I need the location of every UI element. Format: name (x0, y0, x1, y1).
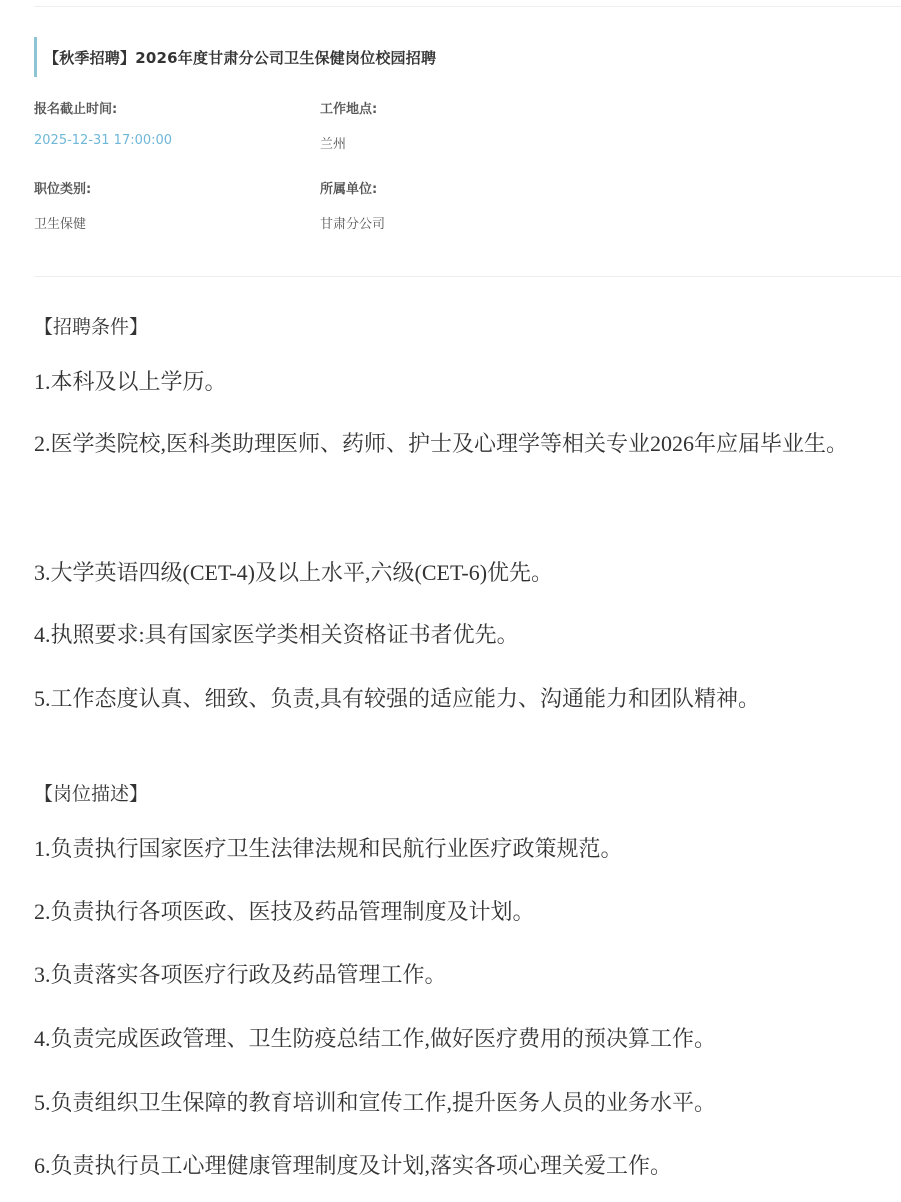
requirement-item: 5.工作态度认真、细致、负责,具有较强的适应能力、沟通能力和团队精神。 (34, 686, 761, 711)
unit-label: 所属单位: (320, 182, 378, 197)
category-label: 职位类别: (34, 182, 92, 197)
requirements-heading: 【招聘条件】 (34, 316, 149, 338)
top-divider (34, 6, 901, 7)
description-item: 3.负责落实各项医疗行政及药品管理工作。 (34, 962, 447, 987)
description-item: 2.负责执行各项医政、医技及药品管理制度及计划。 (34, 899, 535, 924)
requirement-item: 2.医学类院校,医科类助理医师、药师、护士及心理学等相关专业2026年应届毕业生。 (34, 431, 849, 456)
deadline-label: 报名截止时间: (34, 102, 118, 117)
description-item: 5.负责组织卫生保障的教育培训和宣传工作,提升医务人员的业务水平。 (34, 1090, 717, 1115)
requirement-item: 3.大学英语四级(CET-4)及以上水平,六级(CET-6)优先。 (34, 560, 554, 585)
unit-field (320, 178, 385, 232)
job-title-block (34, 37, 436, 77)
requirement-item: 4.执照要求:具有国家医学类相关资格证书者优先。 (34, 622, 519, 647)
location-label: 工作地点: (320, 102, 378, 117)
location-field (320, 98, 377, 152)
category-field (34, 178, 91, 232)
deadline-value: 2025-12-31 17:00:00 (34, 133, 173, 148)
location-value: 兰州 (320, 137, 347, 152)
requirement-item: 1.本科及以上学历。 (34, 369, 227, 394)
description-item: 4.负责完成医政管理、卫生防疫总结工作,做好医疗费用的预决算工作。 (34, 1026, 717, 1051)
deadline-field (34, 98, 172, 148)
description-heading: 【岗位描述】 (34, 783, 149, 805)
section-divider (34, 276, 901, 277)
job-title: 【秋季招聘】2026年度甘肃分公司卫生保健岗位校园招聘 (44, 48, 437, 67)
description-item: 6.负责执行员工心理健康管理制度及计划,落实各项心理关爱工作。 (34, 1153, 673, 1178)
unit-value: 甘肃分公司 (320, 217, 386, 232)
category-value: 卫生保健 (34, 217, 87, 232)
description-item: 1.负责执行国家医疗卫生法律法规和民航行业医疗政策规范。 (34, 836, 623, 861)
